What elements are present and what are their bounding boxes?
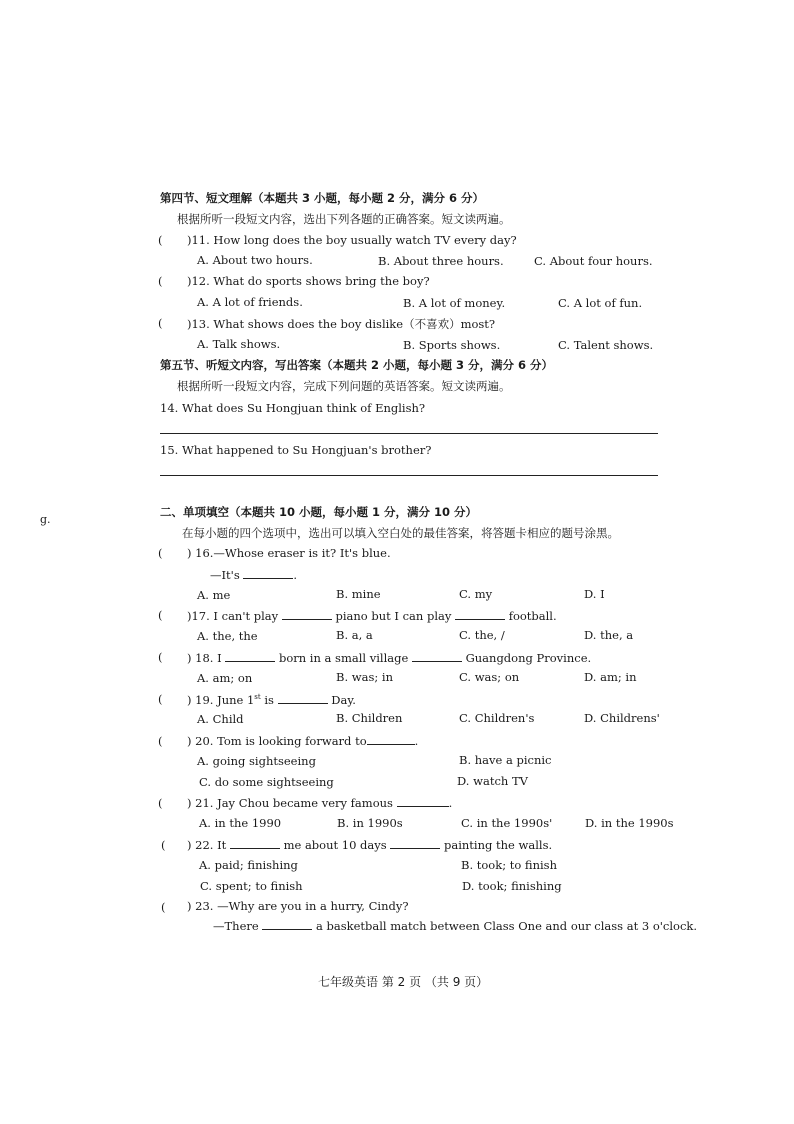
q14-answer-line[interactable] bbox=[160, 433, 658, 434]
q16-option-a: A. me bbox=[197, 588, 231, 602]
q19-paren: ( bbox=[158, 692, 163, 706]
q23-b: a basketball match between Class One and our class at 3 o'clock. bbox=[316, 919, 698, 933]
q20-blank[interactable] bbox=[367, 733, 415, 745]
q13-option-b: B. Sports shows. bbox=[403, 338, 501, 352]
q17-stem bbox=[187, 608, 557, 623]
q17-option-b: B. a, a bbox=[336, 628, 373, 642]
q15-text: 15. What happened to Su Hongjuan's brother? bbox=[160, 443, 432, 457]
q17-b: piano but I can play bbox=[335, 609, 452, 623]
q18-stem bbox=[187, 650, 591, 665]
q22-a: ) 22. It bbox=[187, 838, 227, 852]
q19-a: ) 19. June 1 bbox=[187, 693, 255, 707]
q23-stem: ) 23. —Why are you in a hurry, Cindy? bbox=[187, 899, 409, 913]
q18-option-b: B. was; in bbox=[336, 670, 393, 684]
section5-heading: 第五节、听短文内容，写出答案（本题共 2 小题，每小题 3 分，满分 6 分） bbox=[160, 358, 554, 372]
q20-stem bbox=[187, 733, 418, 748]
q12-option-a: A. A lot of friends. bbox=[197, 295, 303, 309]
q22-b: me about 10 days bbox=[283, 838, 387, 852]
q19-option-c: C. Children's bbox=[459, 711, 535, 725]
q17-option-c: C. the, / bbox=[459, 628, 505, 642]
q20-a: ) 20. Tom is looking forward to bbox=[187, 734, 367, 748]
q21-b: . bbox=[448, 796, 453, 810]
q18-c: Guangdong Province. bbox=[465, 651, 592, 665]
q12-stem: )12. What do sports shows bring the boy? bbox=[187, 274, 430, 288]
q12-option-c: C. A lot of fun. bbox=[558, 296, 643, 310]
q21-paren: ( bbox=[158, 796, 163, 810]
q13-paren: ( bbox=[158, 316, 163, 330]
q16-option-d: D. I bbox=[584, 587, 605, 601]
q18-a: ) 18. I bbox=[187, 651, 222, 665]
page-footer: 七年级英语 第 2 页 （共 9 页） bbox=[318, 975, 489, 989]
q17-option-a: A. the, the bbox=[197, 629, 258, 643]
q22-blank-1[interactable] bbox=[230, 837, 280, 849]
q22-c: painting the walls. bbox=[444, 838, 553, 852]
q19-sup: st bbox=[254, 693, 261, 702]
q22-blank-2[interactable] bbox=[390, 837, 440, 849]
q19-stem bbox=[187, 692, 356, 707]
q23-line2 bbox=[213, 918, 697, 933]
q23-a: —There bbox=[213, 919, 259, 933]
q21-option-c: C. in the 1990s' bbox=[461, 816, 553, 830]
q20-b: . bbox=[414, 734, 419, 748]
q17-a: )17. I can't play bbox=[187, 609, 279, 623]
q22-stem bbox=[187, 837, 552, 852]
q19-c: Day. bbox=[331, 693, 356, 707]
q16-line2-a: —It's bbox=[210, 568, 240, 582]
q20-option-c: C. do some sightseeing bbox=[199, 775, 334, 789]
q18-blank-1[interactable] bbox=[225, 650, 275, 662]
q17-blank-1[interactable] bbox=[282, 608, 332, 620]
q19-option-b: B. Children bbox=[336, 711, 403, 725]
q16-option-b: B. mine bbox=[336, 587, 381, 601]
q20-option-a: A. going sightseeing bbox=[197, 754, 316, 768]
q16-line2-b: . bbox=[293, 568, 298, 582]
q18-option-d: D. am; in bbox=[584, 670, 637, 684]
q21-option-a: A. in the 1990 bbox=[199, 816, 282, 830]
q11-stem: )11. How long does the boy usually watch TV every day? bbox=[187, 233, 517, 247]
q11-option-b: B. About three hours. bbox=[378, 254, 504, 268]
section4-instruction: 根据所听一段短文内容，选出下列各题的正确答案。短文读两遍。 bbox=[177, 212, 511, 226]
q20-paren: ( bbox=[158, 734, 163, 748]
q19-blank[interactable] bbox=[278, 692, 328, 704]
q16-line2 bbox=[210, 567, 297, 582]
q18-blank-2[interactable] bbox=[412, 650, 462, 662]
q22-option-b: B. took; to finish bbox=[461, 858, 557, 872]
q19-option-a: A. Child bbox=[197, 712, 244, 726]
q18-option-c: C. was; on bbox=[459, 670, 520, 684]
q16-paren: ( bbox=[158, 546, 163, 560]
q13-stem: )13. What shows does the boy dislike（不喜欢）most? bbox=[187, 317, 496, 331]
q15-answer-line[interactable] bbox=[160, 475, 658, 476]
q13-option-c: C. Talent shows. bbox=[558, 338, 654, 352]
q17-c: football. bbox=[508, 609, 557, 623]
q11-option-a: A. About two hours. bbox=[197, 253, 313, 267]
q11-option-c: C. About four hours. bbox=[534, 254, 653, 268]
q16-option-c: C. my bbox=[459, 587, 493, 601]
q23-paren: ( bbox=[161, 900, 166, 914]
part2-heading: 二、单项填空（本题共 10 小题，每小题 1 分，满分 10 分） bbox=[160, 505, 478, 519]
q21-stem bbox=[187, 795, 452, 810]
q16-blank[interactable] bbox=[243, 567, 293, 579]
q19-b: is bbox=[264, 693, 274, 707]
q22-option-d: D. took; finishing bbox=[462, 879, 562, 893]
q17-paren: ( bbox=[158, 608, 163, 622]
q16-stem: ) 16.—Whose eraser is it? It's blue. bbox=[187, 546, 391, 560]
q18-b: born in a small village bbox=[278, 651, 409, 665]
q14-text: 14. What does Su Hongjuan think of English? bbox=[160, 401, 426, 415]
q21-option-d: D. in the 1990s bbox=[585, 816, 674, 830]
q12-paren: ( bbox=[158, 274, 163, 288]
q22-option-c: C. spent; to finish bbox=[200, 879, 303, 893]
q12-option-b: B. A lot of money. bbox=[403, 296, 506, 310]
q17-blank-2[interactable] bbox=[455, 608, 505, 620]
q21-blank[interactable] bbox=[397, 795, 449, 807]
q22-option-a: A. paid; finishing bbox=[199, 858, 298, 872]
section4-heading: 第四节、短文理解（本题共 3 小题，每小题 2 分，满分 6 分） bbox=[160, 191, 485, 205]
q23-blank[interactable] bbox=[262, 918, 312, 930]
q20-option-b: B. have a picnic bbox=[459, 753, 552, 767]
section5-instruction: 根据所听一段短文内容，完成下列问题的英语答案。短文读两遍。 bbox=[177, 379, 511, 393]
q18-paren: ( bbox=[158, 650, 163, 664]
q17-option-d: D. the, a bbox=[584, 628, 634, 642]
q18-option-a: A. am; on bbox=[197, 671, 253, 685]
q13-option-a: A. Talk shows. bbox=[197, 337, 281, 351]
q22-paren: ( bbox=[161, 838, 166, 852]
part2-instruction: 在每小题的四个选项中，选出可以填入空白处的最佳答案，将答题卡相应的题号涂黑。 bbox=[182, 526, 619, 540]
q19-option-d: D. Childrens' bbox=[584, 711, 660, 725]
q21-option-b: B. in 1990s bbox=[337, 816, 403, 830]
margin-mark: g. bbox=[40, 513, 51, 526]
q11-paren: ( bbox=[158, 233, 163, 247]
q20-option-d: D. watch TV bbox=[457, 774, 528, 788]
q21-a: ) 21. Jay Chou became very famous bbox=[187, 796, 393, 810]
